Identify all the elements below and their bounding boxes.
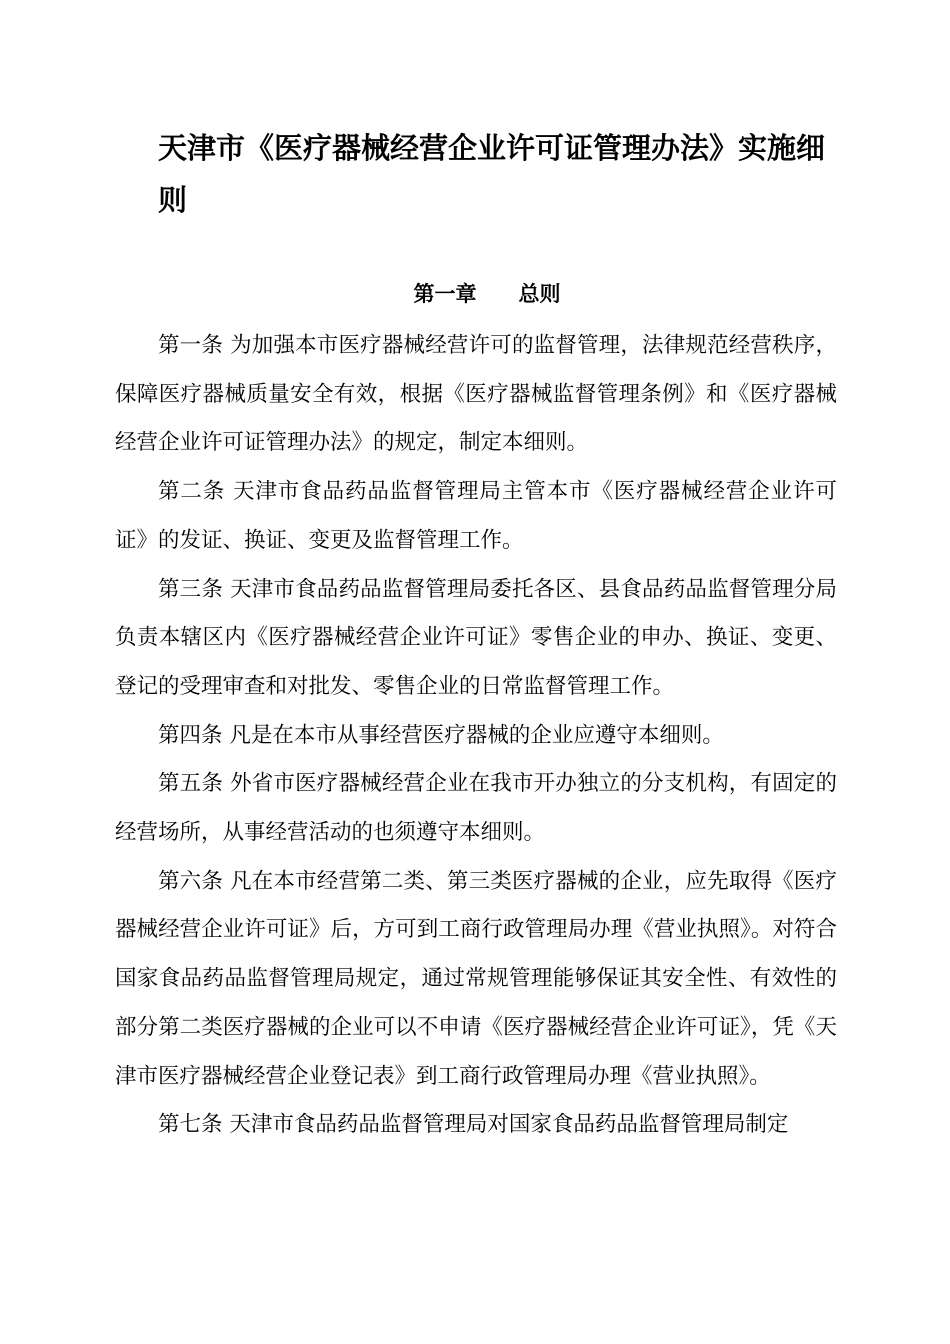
chapter-name: 总则 [518, 281, 561, 306]
article-3: 第三条 天津市食品药品监督管理局委托各区、县食品药品监督管理分局负责本辖区内《医疗器械经营企业许可证》零售企业的申办、换证、变更、登记的受理审查和对批发、零售企业的日常监督管理工作。 [115, 576, 837, 699]
article-1: 第一条 为加强本市医疗器械经营许可的监督管理，法律规范经营秩序，保障医疗器械质量安全有效，根据《医疗器械监督管理条例》和《医疗器械经营企业许可证管理办法》的规定，制定本细则。 [115, 333, 837, 456]
article-6: 第六条 凡在本市经营第二类、第三类医疗器械的企业，应先取得《医疗器械经营企业许可证》后，方可到工商行政管理局办理《营业执照》。对符合国家食品药品监督管理局规定，通过常规管理能够保证其安全性、有效性的部分第二类医疗器械的企业可以不申请《医疗器械经营企业许可证》，凭《天津市医疗器械经营企业登记表》到工商行政管理局办理《营业执照》。 [115, 868, 837, 1089]
article-5: 第五条 外省市医疗器械经营企业在我市开办独立的分支机构，有固定的经营场所，从事经营活动的也须遵守本细则。 [115, 771, 837, 846]
article-2: 第二条 天津市食品药品监督管理局主管本市《医疗器械经营企业许可证》的发证、换证、变更及监督管理工作。 [115, 479, 837, 553]
chapter-heading [0, 278, 950, 310]
chapter-number: 第一章 [413, 281, 477, 306]
document-body [115, 322, 837, 1150]
article-7: 第七条 天津市食品药品监督管理局对国家食品药品监督管理局制定 [158, 1112, 789, 1138]
document-title: 天津市《医疗器械经营企业许可证管理办法》实施细则 [158, 131, 826, 217]
article-4: 第四条 凡是在本市从事经营医疗器械的企业应遵守本细则。 [158, 722, 724, 748]
